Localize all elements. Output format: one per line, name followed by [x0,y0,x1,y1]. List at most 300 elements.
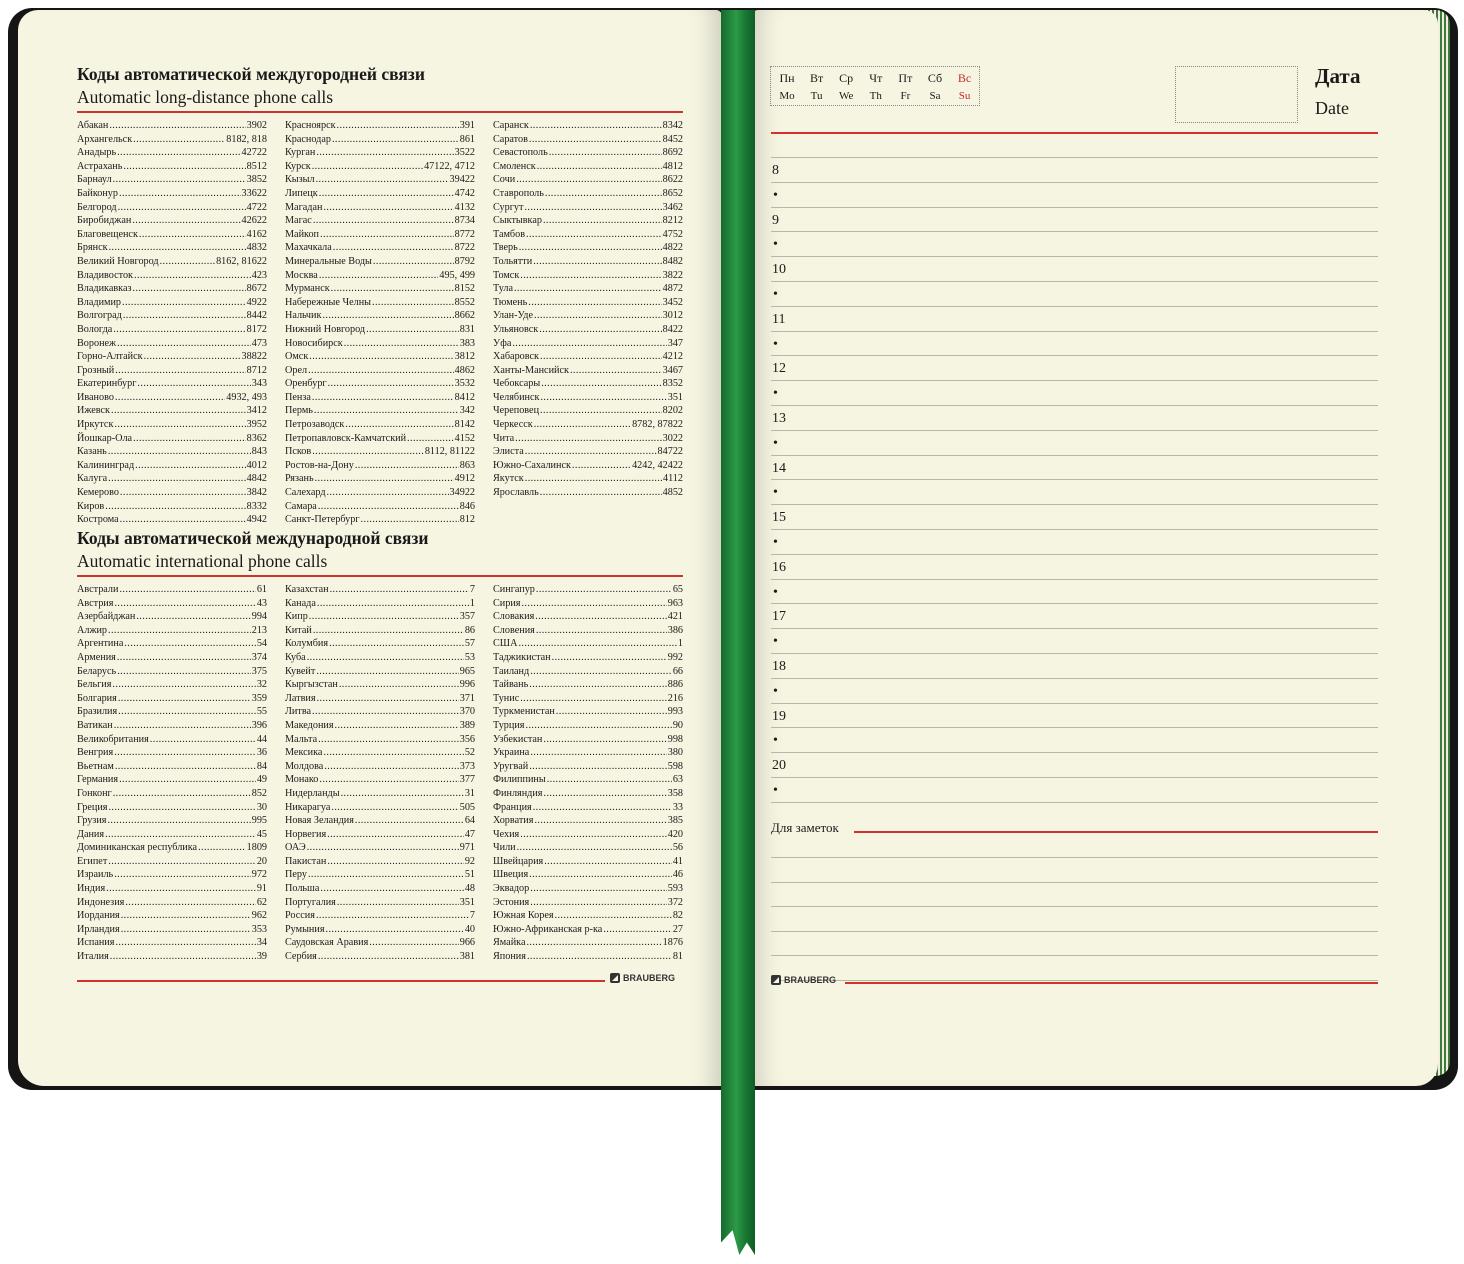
brand-name-right: BRAUBERG [784,975,837,985]
bookmark-ribbon[interactable] [721,10,755,1255]
entry-name: Саудовская Аравия [285,937,369,949]
code-entry [493,705,683,719]
entry-name: Эквадор [493,883,530,895]
entry-code: 8782, 87822 [632,419,683,431]
dot-leader [134,269,251,283]
entry-code: 965 [459,665,475,677]
dot-leader [323,746,463,760]
code-entry [77,597,267,611]
weekday-Вс[interactable]: Вс [957,71,972,85]
entry-name: Украина [493,747,530,759]
dot-leader [108,855,256,869]
entry-code: 962 [251,910,267,922]
code-entry [493,146,683,160]
dot-leader [344,337,459,351]
dot-leader [341,787,464,801]
dot-leader [327,855,463,869]
entry-code: 4722 [246,201,267,213]
code-entry [285,377,475,391]
code-entry [493,678,683,692]
weekday-Вт[interactable]: Вт [809,71,824,85]
code-entry [77,255,267,269]
entry-code: 8422 [662,323,683,335]
entry-code: 8352 [662,378,683,390]
dot-leader [332,133,459,147]
entry-code: 4132 [454,201,475,213]
code-entry [493,610,683,624]
dot-leader [123,309,246,323]
code-entry [285,733,475,747]
entry-code: 8112, 81122 [424,446,475,458]
hour-label: 15 [772,510,786,526]
entry-name: Мальта [285,733,318,745]
dot-leader [308,364,454,378]
dot-leader [110,950,256,964]
entry-name: Самара [285,500,317,512]
entry-name: Астрахань [77,160,123,172]
entry-name: Кострома [77,514,119,526]
entry-code: 30 [256,801,267,813]
dot-leader [533,801,672,815]
entry-name: Великобритания [77,733,149,745]
code-entry [493,350,683,364]
code-entry [77,228,267,242]
code-entry [493,459,683,473]
entry-name: Череповец [493,405,540,417]
dot-leader [320,228,454,242]
entry-name: Перу [285,869,307,881]
entry-name: Пакистан [285,855,327,867]
dot-leader [123,160,245,174]
notes-line[interactable] [771,882,1378,883]
code-entry [285,855,475,869]
code-entry [77,828,267,842]
entry-name: Чили [493,842,516,854]
schedule-line [771,603,1378,604]
dot-leader [355,814,464,828]
hour-label: 8 [772,163,779,178]
weekday-Сб[interactable]: Сб [927,71,943,85]
entry-name: Словения [493,624,535,636]
international-codes-title: Коды автоматической международной связи [77,528,429,548]
entry-code: 996 [459,679,475,691]
notes-line[interactable] [771,906,1378,907]
code-entry [285,472,475,486]
dot-leader [536,624,667,638]
entry-code: 65 [672,584,683,595]
code-entry [77,377,267,391]
dot-leader [314,404,459,418]
entry-code: 966 [459,937,475,949]
code-entry [285,719,475,733]
entry-name: Архангельск [77,133,133,145]
bullet-point: • [773,683,778,699]
entry-code: 66 [672,665,683,677]
code-entry [493,651,683,665]
dot-leader [526,228,662,242]
entry-name: Смоленск [493,160,536,172]
code-entry [285,909,475,923]
entry-code: 421 [667,611,683,623]
dot-leader [326,923,464,937]
entry-code: 92 [464,855,475,867]
schedule-line [771,207,1378,208]
code-entry [285,923,475,937]
weekday-Пн[interactable]: Пн [779,71,795,85]
code-entry [493,936,683,950]
bullet-point: • [773,783,778,798]
entry-code: 3812 [454,351,475,363]
dot-leader [160,255,215,269]
entry-code: 8662 [454,310,475,322]
dot-leader [115,760,256,774]
entry-name: ОАЭ [285,842,306,854]
dot-leader [135,459,245,473]
right-bottom-red-rule [845,982,1378,984]
notes-line[interactable] [771,857,1378,858]
dot-leader [541,377,661,391]
entry-code: 62 [256,896,267,908]
entry-code: 375 [251,665,267,677]
entry-name: Саратов [493,133,528,145]
code-entry [493,214,683,228]
entry-code: 3842 [246,487,267,499]
code-entry [77,282,267,296]
domestic-column-2 [285,119,475,527]
code-entry [285,309,475,323]
entry-name: Омск [285,351,309,363]
dot-leader [113,787,251,801]
entry-code: 998 [667,733,683,745]
entry-name: Анадырь [77,147,117,159]
date-field[interactable] [1175,66,1298,123]
entry-code: 353 [251,923,267,935]
code-entry [285,665,475,679]
entry-name: Улан-Уде [493,310,534,322]
entry-name: Рязань [285,473,314,485]
schedule-line [771,430,1378,431]
entry-code: 3822 [662,269,683,281]
entry-code: 993 [667,706,683,718]
code-entry [493,733,683,747]
entry-code: 44 [256,733,267,745]
entry-code: 495, 499 [439,269,475,281]
code-entry [493,583,683,597]
code-entry [77,936,267,950]
entry-name: Кемерово [77,487,119,499]
schedule-line [771,504,1378,505]
dot-leader [144,350,241,364]
code-entry [493,624,683,638]
code-entry [493,597,683,611]
entry-code: 55 [256,706,267,718]
entry-code: 8722 [454,242,475,254]
notes-line[interactable] [771,980,1378,981]
entry-code: 7 [469,584,475,595]
entry-name: Дания [77,828,105,840]
entry-name: Словакия [493,611,535,623]
code-entry [285,936,475,950]
entry-name: Чебоксары [493,378,541,390]
entry-code: 84 [256,760,267,772]
dot-leader [544,855,672,869]
dot-leader [114,719,251,733]
entry-code: 385 [667,815,683,827]
code-entry [493,309,683,323]
entry-code: 216 [667,692,683,704]
entry-name: Китай [285,624,312,636]
code-entry [493,404,683,418]
entry-name: Набережные Челны [285,296,371,308]
entry-name: Литва [285,706,312,718]
hour-label: 19 [772,708,786,724]
dot-leader [603,923,671,937]
code-entry [493,201,683,215]
dot-leader [122,296,246,310]
code-entry [77,719,267,733]
entry-name: Иордания [77,910,120,922]
code-entry [77,801,267,815]
entry-code: 8152 [454,283,475,295]
code-entry [77,241,267,255]
hour-label: 18 [772,659,786,674]
dot-leader [316,665,458,679]
dot-leader [361,513,459,527]
entry-code: 4942 [246,514,267,526]
entry-code: 33622 [241,187,267,199]
entry-name: Индия [77,883,106,895]
dot-leader [308,868,464,882]
entry-code: 45 [256,828,267,840]
code-entry [77,201,267,215]
notes-line[interactable] [771,955,1378,956]
code-entry [285,146,475,160]
code-entry [77,309,267,323]
dot-leader [136,610,250,624]
code-entry [285,459,475,473]
code-entry [77,337,267,351]
entry-name: Южно-Сахалинск [493,459,571,471]
dot-leader [132,214,240,228]
entry-code: 8452 [662,133,683,145]
entry-name: Магадан [285,201,323,213]
entry-code: 91 [256,883,267,895]
entry-code: 63 [672,774,683,786]
entry-name: Минеральные Воды [285,255,372,267]
weekday-Пт[interactable]: Пт [898,71,913,85]
dot-leader [535,610,666,624]
dot-leader [106,882,256,896]
entry-code: 8412 [454,391,475,403]
entry-name: Греция [77,801,108,813]
entry-name: Швеция [493,869,529,881]
code-entry [77,678,267,692]
entry-code: 4012 [246,459,267,471]
entry-name: Эстония [493,896,530,908]
entry-code: 34 [256,937,267,949]
dot-leader [105,828,256,842]
code-entry [285,187,475,201]
dot-leader [107,814,250,828]
entry-name: Иваново [77,391,114,403]
hour-label: 17 [772,609,786,625]
entry-name: Южно-Африканская р-ка [493,923,603,935]
weekday-en-Su: Su [958,90,971,102]
schedule-line [771,703,1378,704]
entry-name: Вологда [77,323,113,335]
code-entry [77,173,267,187]
code-entry [77,909,267,923]
entry-name: Тайвань [493,679,529,691]
code-entry [493,472,683,486]
dot-leader [540,404,662,418]
code-entry [77,637,267,651]
code-entry [493,337,683,351]
entry-code: 377 [459,774,475,786]
entry-code: 3522 [454,147,475,159]
entry-code: 64 [464,815,475,827]
entry-name: Кыргызстан [285,679,338,691]
code-entry [493,255,683,269]
dot-leader [536,583,672,597]
dot-leader [312,705,459,719]
code-entry [285,337,475,351]
code-entry [493,228,683,242]
schedule-line [771,777,1378,778]
entry-code: 8162, 81622 [216,255,267,267]
dot-leader [517,841,672,855]
entry-name: Турция [493,719,525,731]
weekday-Ср[interactable]: Ср [839,71,854,85]
entry-name: Беларусь [77,665,117,677]
entry-name: Якутск [493,473,524,485]
entry-code: 4742 [454,187,475,199]
entry-code: 4752 [662,228,683,240]
bullet-point: • [773,187,778,203]
code-entry [285,350,475,364]
entry-code: 84722 [657,446,683,458]
code-entry [77,146,267,160]
entry-name: Таиланд [493,665,530,677]
entry-name: Тунис [493,692,520,704]
entry-code: 373 [459,760,475,772]
entry-name: Нидерланды [285,787,340,799]
dot-leader [534,309,662,323]
entry-name: Ярославль [493,487,539,499]
entry-name: Чита [493,432,515,444]
dot-leader [333,241,454,255]
dot-leader [540,350,662,364]
code-entry [285,896,475,910]
entry-code: 36 [256,747,267,759]
entry-code: 8512 [246,160,267,172]
dot-leader [518,637,676,651]
code-entry [285,201,475,215]
entry-name: Владивосток [77,269,134,281]
dot-leader [372,296,454,310]
dot-leader [526,936,661,950]
entry-code: 27 [672,923,683,935]
schedule-line [771,355,1378,356]
entry-name: Мексика [285,747,323,759]
entry-code: 843 [251,446,267,458]
code-entry [285,637,475,651]
dot-leader [345,418,453,432]
brauberg-logo-icon [771,975,781,985]
weekday-en-Mo: Mo [779,90,795,102]
entry-name: США [493,638,518,650]
entry-code: 4812 [662,160,683,172]
entry-code: 38822 [241,351,267,363]
entry-name: Курск [285,160,311,172]
code-entry [285,486,475,500]
code-entry [77,500,267,514]
entry-name: Ижевск [77,405,111,417]
code-entry [493,760,683,774]
entry-name: Молдова [285,760,324,772]
dot-leader [555,909,672,923]
entry-code: 1 [469,597,475,609]
entry-code: 3462 [662,201,683,213]
entry-name: Мурманск [285,283,330,295]
notes-red-rule [854,831,1378,833]
code-entry [285,445,475,459]
code-entry [493,692,683,706]
code-entry [493,801,683,815]
entry-code: 4242, 42422 [632,459,683,471]
weekday-Чт[interactable]: Чт [869,71,883,85]
entry-name: Армения [77,651,116,663]
entry-name: Красноярск [285,120,336,131]
dot-leader [309,350,453,364]
code-entry [77,404,267,418]
entry-name: Севастополь [493,147,548,159]
dot-leader [320,882,463,896]
dot-leader [113,173,246,187]
entry-name: Тюмень [493,296,528,308]
dot-leader [312,391,454,405]
entry-code: 213 [251,624,267,636]
dot-leader [111,404,246,418]
entry-name: Португалия [285,896,336,908]
entry-code: 8692 [662,147,683,159]
international-column-1 [77,583,267,964]
dot-leader [527,950,672,964]
dot-leader [150,733,256,747]
code-entry [285,513,475,527]
dot-leader [530,896,666,910]
entry-code: 370 [459,706,475,718]
notes-line[interactable] [771,931,1378,932]
entry-name: Томск [493,269,520,281]
code-entry [77,651,267,665]
entry-code: 8734 [454,215,475,227]
code-entry [493,445,683,459]
dot-leader [319,187,454,201]
dot-leader [534,418,631,432]
entry-code: 48 [464,883,475,895]
entry-name: Бельгия [77,679,112,691]
entry-name: Сингапур [493,584,535,595]
code-entry [493,950,683,964]
entry-code: 8332 [246,500,267,512]
code-entry [493,173,683,187]
entry-code: 4152 [454,432,475,444]
entry-code: 8652 [662,187,683,199]
entry-code: 343 [251,378,267,390]
dot-leader [537,160,662,174]
entry-name: Курган [285,147,316,159]
